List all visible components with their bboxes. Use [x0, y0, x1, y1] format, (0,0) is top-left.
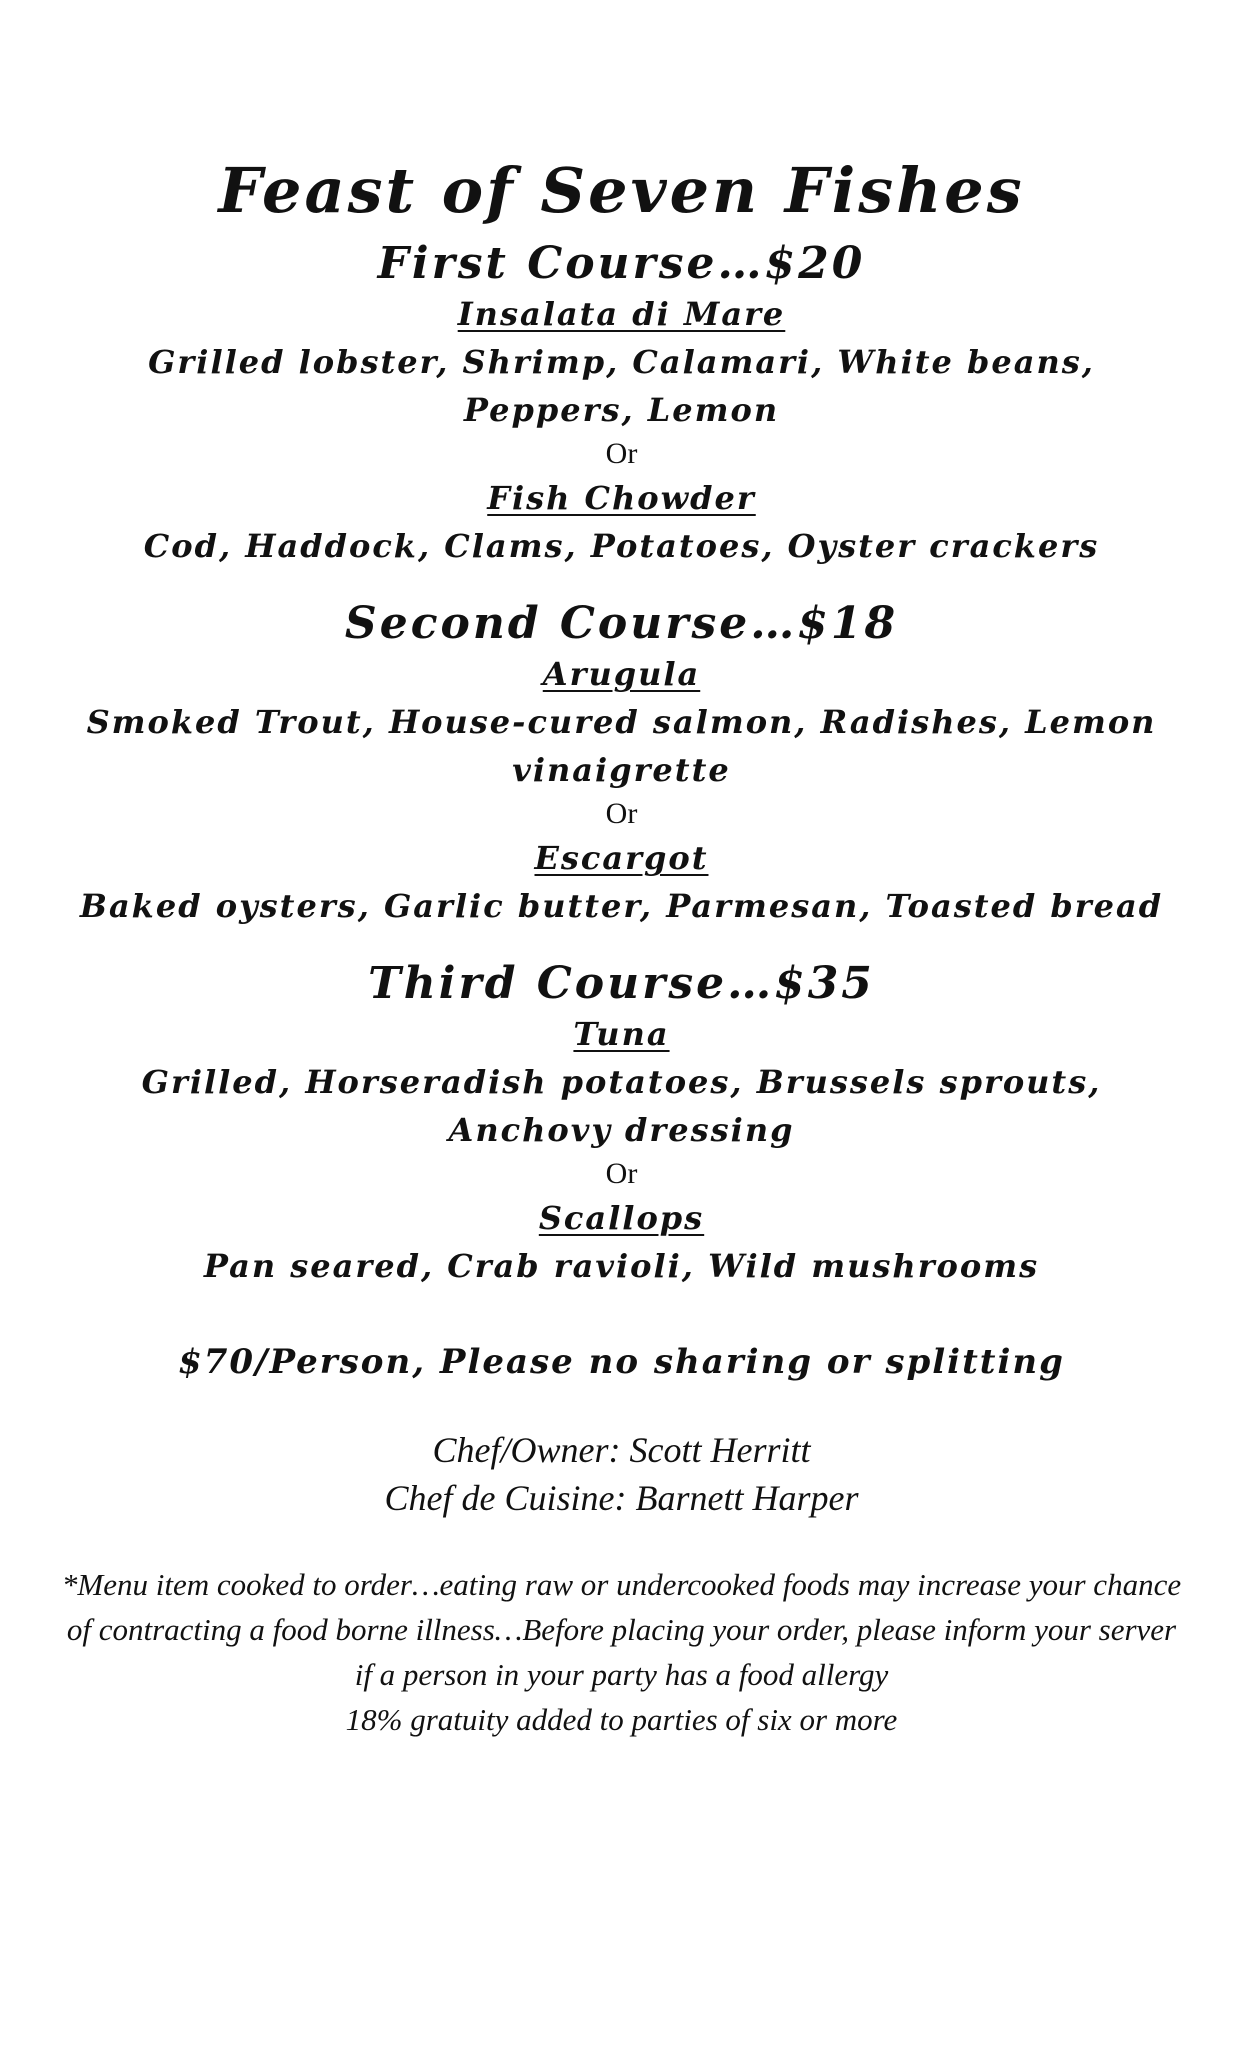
dish-description: Baked oysters, Garlic butter, Parmesan, Toasted bread — [79, 887, 1164, 925]
or-separator: Or — [605, 797, 638, 830]
dish-name: Tuna — [573, 1015, 670, 1053]
or-separator: Or — [605, 437, 638, 470]
course-section-first — [0, 238, 1243, 570]
dish-name: Fish Chowder — [487, 479, 756, 517]
course-heading: Third Course…$35 — [368, 958, 875, 1009]
dish-description: Grilled lobster, Shrimp, Calamari, White beans, Peppers, Lemon — [148, 343, 1095, 429]
dish-description: Smoked Trout, House-cured salmon, Radishes, Lemon vinaigrette — [86, 703, 1157, 789]
allergy-disclaimer: *Menu item cooked to order…eating raw or undercooked foods may increase your chance of contracting a food borne illness…Before placing your order, please inform your server if a person in your party has a food allergy — [61, 1567, 1182, 1692]
course-section-second — [0, 598, 1243, 930]
menu-title: Feast of Seven Fishes — [218, 154, 1025, 227]
or-separator: Or — [605, 1157, 638, 1190]
dish-description: Pan seared, Crab ravioli, Wild mushrooms — [203, 1247, 1040, 1285]
dish-name: Arugula — [542, 655, 701, 693]
gratuity-note: 18% gratuity added to parties of six or more — [345, 1702, 898, 1737]
spacer — [0, 1386, 1243, 1426]
course-heading: First Course…$20 — [377, 238, 866, 289]
course-section-third — [0, 958, 1243, 1290]
dish-description: Cod, Haddock, Clams, Potatoes, Oyster crackers — [143, 527, 1100, 565]
chef-owner: Chef/Owner: Scott Herritt — [432, 1430, 811, 1470]
dish-name: Insalata di Mare — [457, 295, 786, 333]
dish-description: Grilled, Horseradish potatoes, Brussels sprouts, Anchovy dressing — [141, 1063, 1102, 1149]
dish-name: Escargot — [534, 839, 709, 877]
course-heading: Second Course…$18 — [344, 598, 899, 649]
price-note: $70/Person, Please no sharing or splitting — [178, 1342, 1065, 1382]
dish-name: Scallops — [538, 1199, 705, 1237]
chef-de-cuisine: Chef de Cuisine: Barnett Harper — [384, 1478, 859, 1518]
